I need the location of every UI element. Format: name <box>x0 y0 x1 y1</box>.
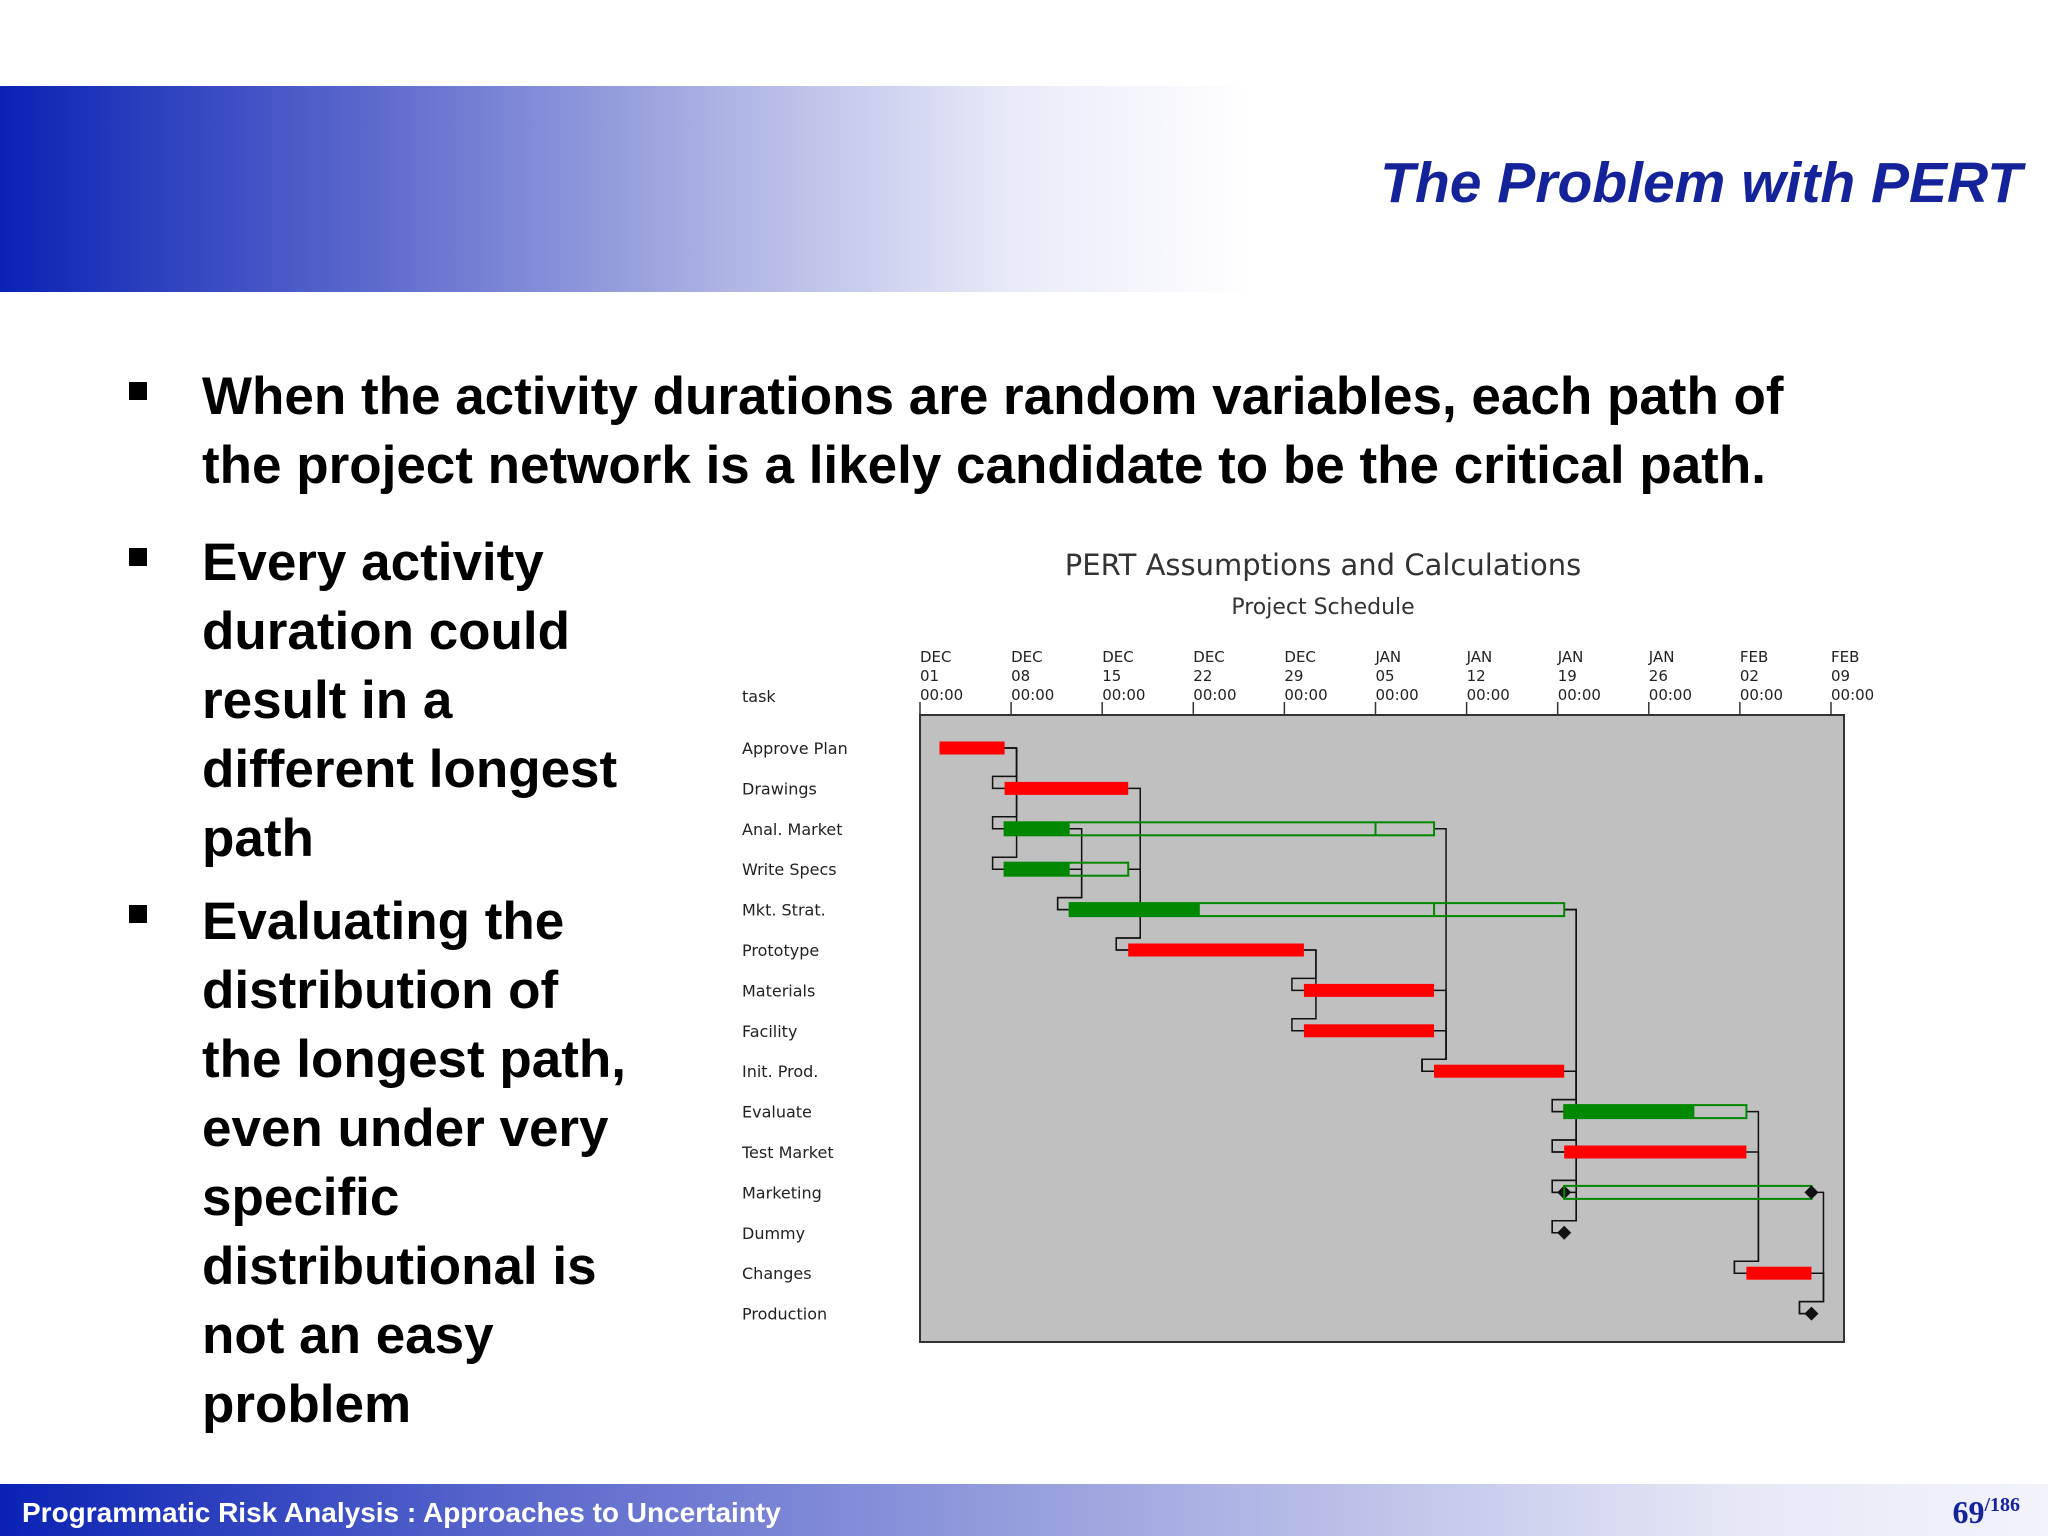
bullet-line: problem <box>202 1375 412 1434</box>
critical-bar <box>1304 1024 1434 1037</box>
axis-day-label: 01 <box>920 667 940 685</box>
bullet-line: path <box>202 809 314 868</box>
axis-time-label: 00:00 <box>1284 686 1328 704</box>
bullet-line: Every activity <box>202 533 544 592</box>
critical-bar <box>1304 984 1434 997</box>
axis-time-label: 00:00 <box>1102 686 1146 704</box>
task-label: Test Market <box>742 1143 834 1162</box>
bullet-marker <box>129 905 147 923</box>
bullet-line: distribution of <box>202 961 559 1020</box>
axis-time-label: 00:00 <box>1466 686 1510 704</box>
bullet-line: distributional is <box>202 1237 597 1296</box>
axis-month-label: DEC <box>1193 648 1225 666</box>
axis-month-label: DEC <box>920 648 952 666</box>
task-label: Mkt. Strat. <box>742 900 826 920</box>
axis-month-label: JAN <box>1557 648 1584 666</box>
axis-time-label: 00:00 <box>1375 686 1419 704</box>
axis-time-label: 00:00 <box>1557 686 1601 704</box>
axis-time-label: 00:00 <box>920 686 964 704</box>
chart-title: PERT Assumptions and Calculations <box>1064 550 1582 582</box>
gantt-chart <box>730 550 1910 1360</box>
axis-month-label: FEB <box>1739 648 1769 666</box>
task-label: Evaluate <box>742 1102 812 1122</box>
axis-time-label: 00:00 <box>1739 686 1784 704</box>
task-label: Production <box>742 1304 828 1324</box>
axis-day-label: 19 <box>1557 667 1577 685</box>
bullet-marker <box>129 382 147 400</box>
bullet-line: When the activity durations are random variables, each path of <box>202 367 1784 426</box>
task-label: Approve Plan <box>742 739 848 758</box>
bullet-3 <box>202 887 626 1439</box>
bullet-line: result in a <box>202 671 453 730</box>
noncritical-bar <box>1005 863 1070 876</box>
axis-time-label: 00:00 <box>1648 686 1693 704</box>
bullet-line: not an easy <box>202 1306 494 1365</box>
bullet-2 <box>202 528 617 873</box>
axis-month-label: JAN <box>1466 648 1493 666</box>
bullet-line: the project network is a likely candidate to be the critical path. <box>202 436 1766 495</box>
chart-subtitle: Project Schedule <box>1231 595 1415 620</box>
axis-day-label: 05 <box>1375 667 1395 685</box>
axis-month-label: DEC <box>1102 648 1134 666</box>
task-label: Facility <box>742 1021 798 1041</box>
bullet-1 <box>202 362 1784 500</box>
noncritical-bar <box>1564 1105 1694 1118</box>
axis-day-label: 26 <box>1648 667 1668 685</box>
axis-day-label: 09 <box>1830 667 1851 685</box>
time-axis <box>920 648 1874 715</box>
axis-day-label: 02 <box>1739 667 1759 685</box>
axis-time-label: 00:00 <box>1011 686 1055 704</box>
page-current: 69 <box>1952 1494 1985 1530</box>
axis-day-label: 12 <box>1466 667 1486 685</box>
task-labels <box>741 739 848 1324</box>
critical-bar <box>1746 1267 1811 1280</box>
critical-bar <box>940 742 1005 755</box>
bullet-line: even under very <box>202 1099 609 1158</box>
task-label: Init. Prod. <box>742 1062 819 1082</box>
page-number <box>1952 1494 2020 1531</box>
bullet-marker <box>129 548 147 566</box>
task-label: Anal. Market <box>742 819 843 839</box>
axis-day-label: 22 <box>1193 667 1213 685</box>
footer-bar <box>0 1484 2048 1536</box>
noncritical-bar <box>1070 903 1200 916</box>
bullet-line: different longest <box>202 740 618 799</box>
slide-title: The Problem with PERT <box>1380 151 2022 215</box>
axis-day-label: 08 <box>1011 667 1031 685</box>
axis-month-label: FEB <box>1830 648 1860 666</box>
axis-month-label: JAN <box>1375 648 1402 666</box>
axis-time-label: 00:00 <box>1193 686 1237 704</box>
critical-bar <box>1564 1146 1746 1159</box>
task-label: Write Specs <box>742 860 837 880</box>
footer-text: Programmatic Risk Analysis : Approaches to Uncertainty <box>22 1497 781 1528</box>
bullet-line: Evaluating the <box>202 892 565 951</box>
bullet-line: duration could <box>202 602 571 661</box>
task-label: Prototype <box>742 941 820 960</box>
axis-month-label: DEC <box>1011 648 1043 666</box>
axis-day-label: 29 <box>1284 667 1304 685</box>
bullet-line: specific <box>202 1168 400 1227</box>
axis-day-label: 15 <box>1102 667 1122 685</box>
task-label: Materials <box>742 981 816 1001</box>
task-column-header: task <box>742 687 776 706</box>
task-label: Dummy <box>742 1223 806 1243</box>
task-label: Marketing <box>742 1183 822 1203</box>
critical-bar <box>1434 1065 1564 1078</box>
critical-bar <box>1005 782 1129 795</box>
axis-month-label: JAN <box>1648 648 1675 666</box>
page-total: /186 <box>1984 1494 2020 1516</box>
noncritical-bar <box>1005 822 1070 835</box>
bullet-line: the longest path, <box>202 1030 626 1089</box>
axis-month-label: DEC <box>1284 648 1316 666</box>
task-label: Drawings <box>742 779 817 799</box>
critical-bar <box>1128 944 1304 957</box>
task-label: Changes <box>742 1264 812 1284</box>
axis-time-label: 00:00 <box>1830 686 1875 704</box>
